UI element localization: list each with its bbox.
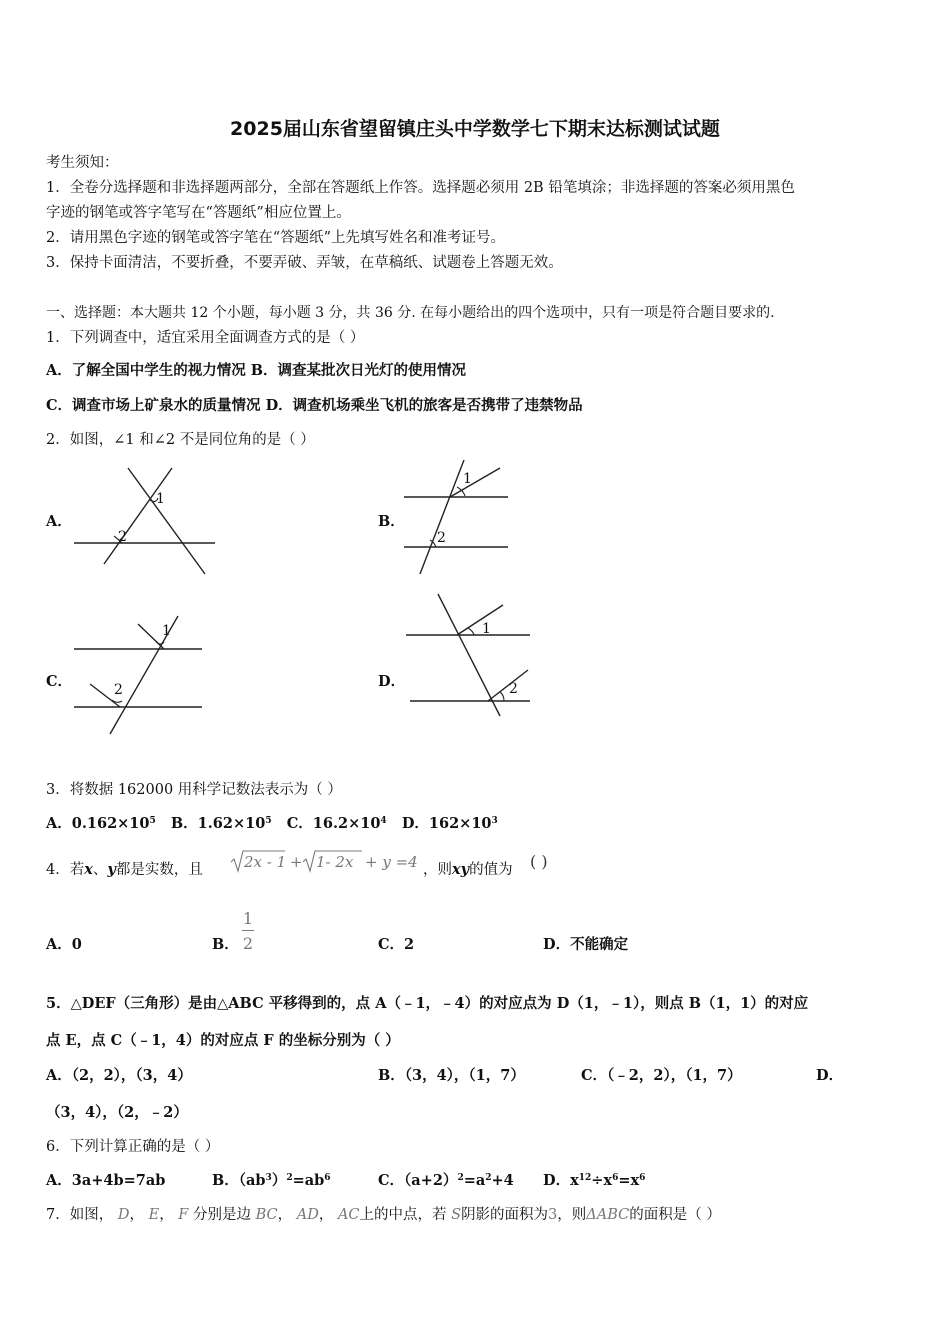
notice-item-1-line-1: 1．全卷分选择题和非选择题两部分，全部在答题纸上作答。选择题必须用 2B 铅笔填涂；非选择题的答案必须用黑色	[46, 180, 795, 196]
figure-d	[400, 590, 535, 720]
question-3-options	[46, 815, 498, 833]
question-4-stem: 4．若x、y都是实数，且	[46, 861, 203, 878]
q4-equation	[229, 847, 424, 875]
question-4-stem-end: ，则xy的值为	[423, 861, 513, 878]
question-1-stem: 1．下列调查中，适宜采用全面调查方式的是（ ）	[46, 330, 365, 346]
q5-option-c: C．（﹣2，2），（1，7）	[581, 1067, 742, 1084]
notice-item-1-line-2: 字迹的钢笔或答字笔写在“答题纸”相应位置上。	[46, 205, 351, 221]
option-c-label: C．	[46, 673, 73, 690]
q4-option-b-numerator: 1	[242, 909, 254, 928]
section-heading: 一、选择题：本大题共 12 个小题，每小题 3 分，共 36 分. 在每小题给出的四个选项中，只有一项是符合题目要求的.	[46, 305, 775, 321]
q3-option-c: C．$16.2\times 10^4$	[286, 815, 387, 832]
plus-sign: +	[290, 853, 303, 871]
q4-option-b-fraction-bar	[242, 930, 254, 931]
q4-option-b-denominator: 2	[242, 934, 254, 953]
figure-c-angle-2: 2	[114, 682, 123, 698]
radicand-1: 2x - 1	[244, 853, 287, 871]
option-d-label: D．	[378, 673, 406, 690]
q5-option-a: A．（2，2），（3，4）	[46, 1067, 192, 1084]
question-2-stem: 2．如图，∠1 和∠2 不是同位角的是（ ）	[46, 432, 315, 448]
figure-b-ray	[450, 468, 500, 497]
q4-option-c: C．2	[378, 936, 415, 953]
question-3-stem: 3．将数据 162000 用科学记数法表示为（ ）	[46, 782, 342, 798]
question-1-options-cd: C．调查市场上矿泉水的质量情况 D．调查机场乘坐飞机的旅客是否携带了违禁物品	[46, 397, 583, 414]
question-1-options-ab: A．了解全国中学生的视力情况 B．调查某批次日光灯的使用情况	[46, 362, 467, 379]
question-4-paren: ( )	[530, 852, 548, 871]
q3-option-a: A．$0.162\times 10^5$	[46, 815, 156, 832]
question-6-stem: 6．下列计算正确的是（ ）	[46, 1139, 220, 1155]
notice-heading: 考生须知：	[46, 155, 119, 171]
q6-option-c: C．$(a+2)^2=a^2+4$	[378, 1172, 514, 1189]
q5-option-b: B．（3，4），（1，7）	[378, 1067, 525, 1084]
figure-d-angle-2: 2	[509, 681, 518, 697]
figure-b-angle-2: 2	[437, 530, 446, 546]
q5-option-d: （3，4），（2，﹣2）	[46, 1104, 188, 1121]
q4-option-b-label: B．	[212, 936, 239, 953]
figure-a-transversal-right	[128, 468, 205, 574]
figure-d-angle-1: 1	[482, 621, 491, 637]
figure-d-ray-bottom	[488, 670, 528, 701]
page-title: 2025届山东省望留镇庄头中学数学七下期末达标测试试题	[230, 118, 720, 140]
figure-c	[70, 612, 220, 737]
option-a-label: A．	[46, 513, 72, 530]
notice-item-2: 2．请用黑色字迹的钢笔或答字笔在“答题纸”上先填写姓名和准考证号。	[46, 230, 506, 246]
question-7-stem: 7．如图， D， E， F 分别是边 BC， AD， AC上的中点，若 S阴影的面积为3，则ΔABC的面积是（ ）	[46, 1207, 721, 1223]
equation-rest: + y =4	[365, 853, 418, 871]
radicand-2: 1- 2x	[316, 853, 354, 871]
question-5-line-1: 5．△DEF（三角形）是由△ABC 平移得到的，点 A（﹣1，﹣4）的对应点为 D（1，﹣1），则点 B（1，1）的对应	[46, 995, 809, 1012]
figure-d-angle-2-arc	[500, 692, 504, 701]
figure-b-angle-1: 1	[463, 471, 472, 487]
notice-item-3: 3．保持卡面清洁，不要折叠，不要弄破、弄皱，在草稿纸、试题卷上答题无效。	[46, 255, 563, 271]
option-b-label: B．	[378, 513, 405, 530]
figure-c-ray-top	[138, 624, 164, 649]
figure-a	[70, 466, 220, 576]
figure-b	[400, 456, 515, 576]
figure-c-angle-1: 1	[162, 623, 171, 639]
q4-option-d: D．不能确定	[543, 936, 629, 953]
q3-option-b: B．$1.62\times 10^5$	[170, 815, 272, 832]
figure-d-ray-top	[457, 605, 503, 635]
q3-option-d: D．$162\times 10^3$	[401, 815, 498, 832]
q6-option-a: A．3a+4b=7ab	[46, 1172, 166, 1189]
question-5-line-2: 点 E，点 C（﹣1，4）的对应点 F 的坐标分别为（ ）	[46, 1032, 400, 1049]
figure-d-angle-1-arc	[468, 628, 474, 635]
q6-option-b: B．$(ab^3)^2=ab^6$	[212, 1172, 331, 1189]
q4-option-a: A．0	[46, 936, 82, 953]
figure-b-transversal	[420, 460, 464, 574]
q5-option-d-label: D．	[816, 1067, 844, 1084]
figure-a-angle-2: 2	[118, 529, 127, 545]
q6-option-d: D．$x^{12}\div x^6=x^6$	[543, 1172, 646, 1189]
figure-a-angle-1: 1	[156, 491, 165, 507]
